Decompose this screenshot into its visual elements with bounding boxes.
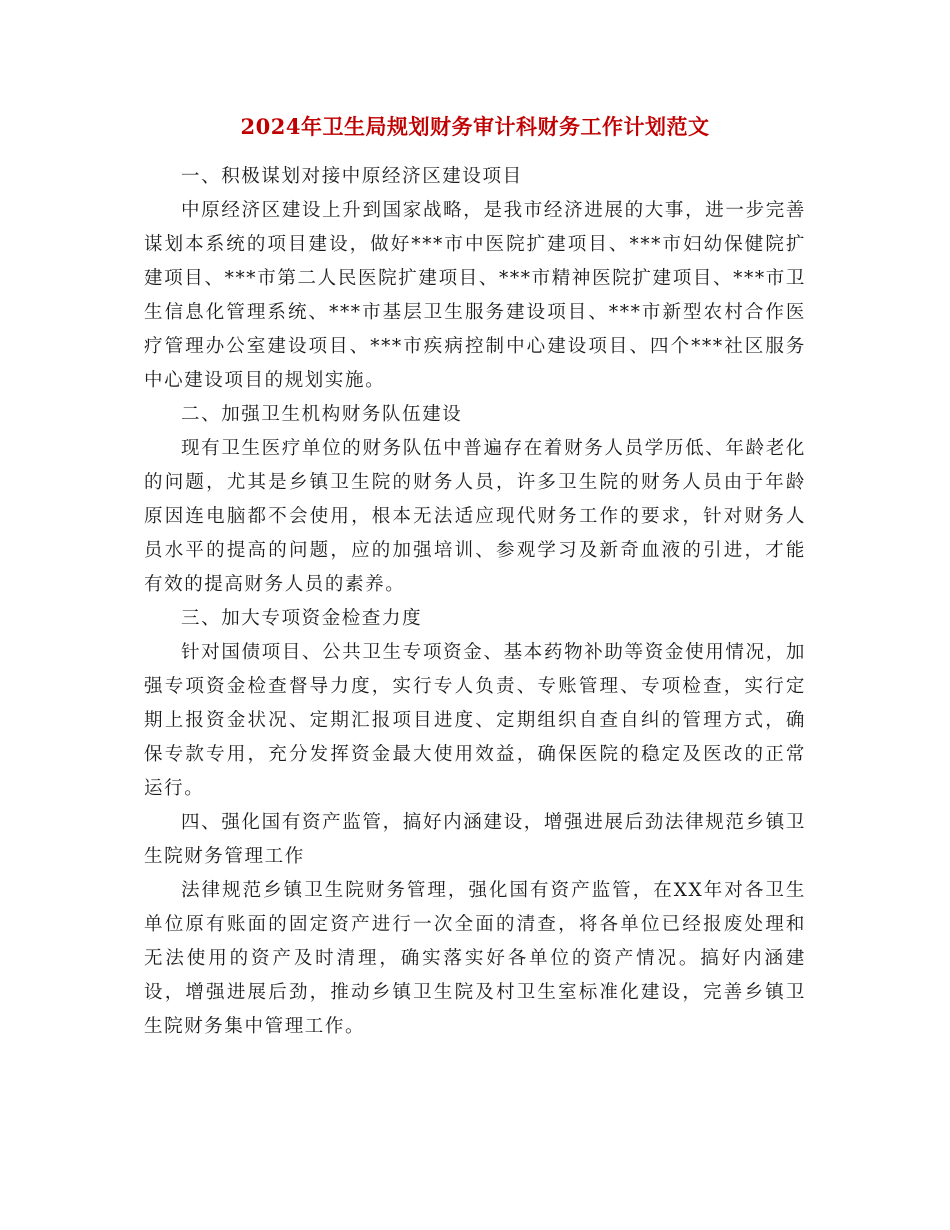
section-heading-4: 四、强化国有资产监管，搞好内涵建设，增强进展后劲法律规范乡镇卫生院财务管理工作: [144, 812, 806, 867]
document-title: 2024年卫生局规划财务审计科财务工作计划范文: [240, 114, 710, 139]
section-paragraph-3: 针对国债项目、公共卫生专项资金、基本药物补助等资金使用情况，加强专项资金检查督导力度，实行专人负责、专账管理、专项检查，实行定期上报资金状况、定期汇报项目进度、定期组织自查自纠的管理方式，确保专款专用，充分发挥资金最大使用效益，确保医院的稳定及医改的正常运行。: [144, 642, 806, 799]
document-body: [144, 160, 806, 1044]
section-paragraph-4: 法律规范乡镇卫生院财务管理，强化国有资产监管，在XX年对各卫生单位原有账面的固定资产进行一次全面的清查，将各单位已经报废处理和无法使用的资产及时清理，确实落实好各单位的资产情况。搞好内涵建设，增强进展后劲，推动乡镇卫生院及村卫生室标准化建设，完善乡镇卫生院财务集中管理工作。: [144, 880, 806, 1037]
section-heading-1: 一、积极谋划对接中原经济区建设项目: [181, 166, 523, 187]
section-paragraph-2: 现有卫生医疗单位的财务队伍中普遍存在着财务人员学历低、年龄老化的问题，尤其是乡镇卫生院的财务人员，许多卫生院的财务人员由于年龄原因连电脑都不会使用，根本无法适应现代财务工作的要求，针对财务人员水平的提高的问题，应的加强培训、参观学习及新奇血液的引进，才能有效的提高财务人员的素养。: [144, 438, 806, 595]
section-heading-2: 二、加强卫生机构财务队伍建设: [181, 404, 463, 425]
section-paragraph-1: 中原经济区建设上升到国家战略，是我市经济进展的大事，进一步完善谋划本系统的项目建设，做好***市中医院扩建项目、***市妇幼保健院扩建项目、***市第二人民医院扩建项目、***市精神医院扩建项目、***市卫生信息化管理系统、***市基层卫生服务建设项目、***市新型农村合作医疗管理办公室建设项目、***市疾病控制中心建设项目、四个***社区服务中心建设项目的规划实施。: [144, 200, 806, 391]
section-heading-3: 三、加大专项资金检查力度: [181, 608, 423, 629]
